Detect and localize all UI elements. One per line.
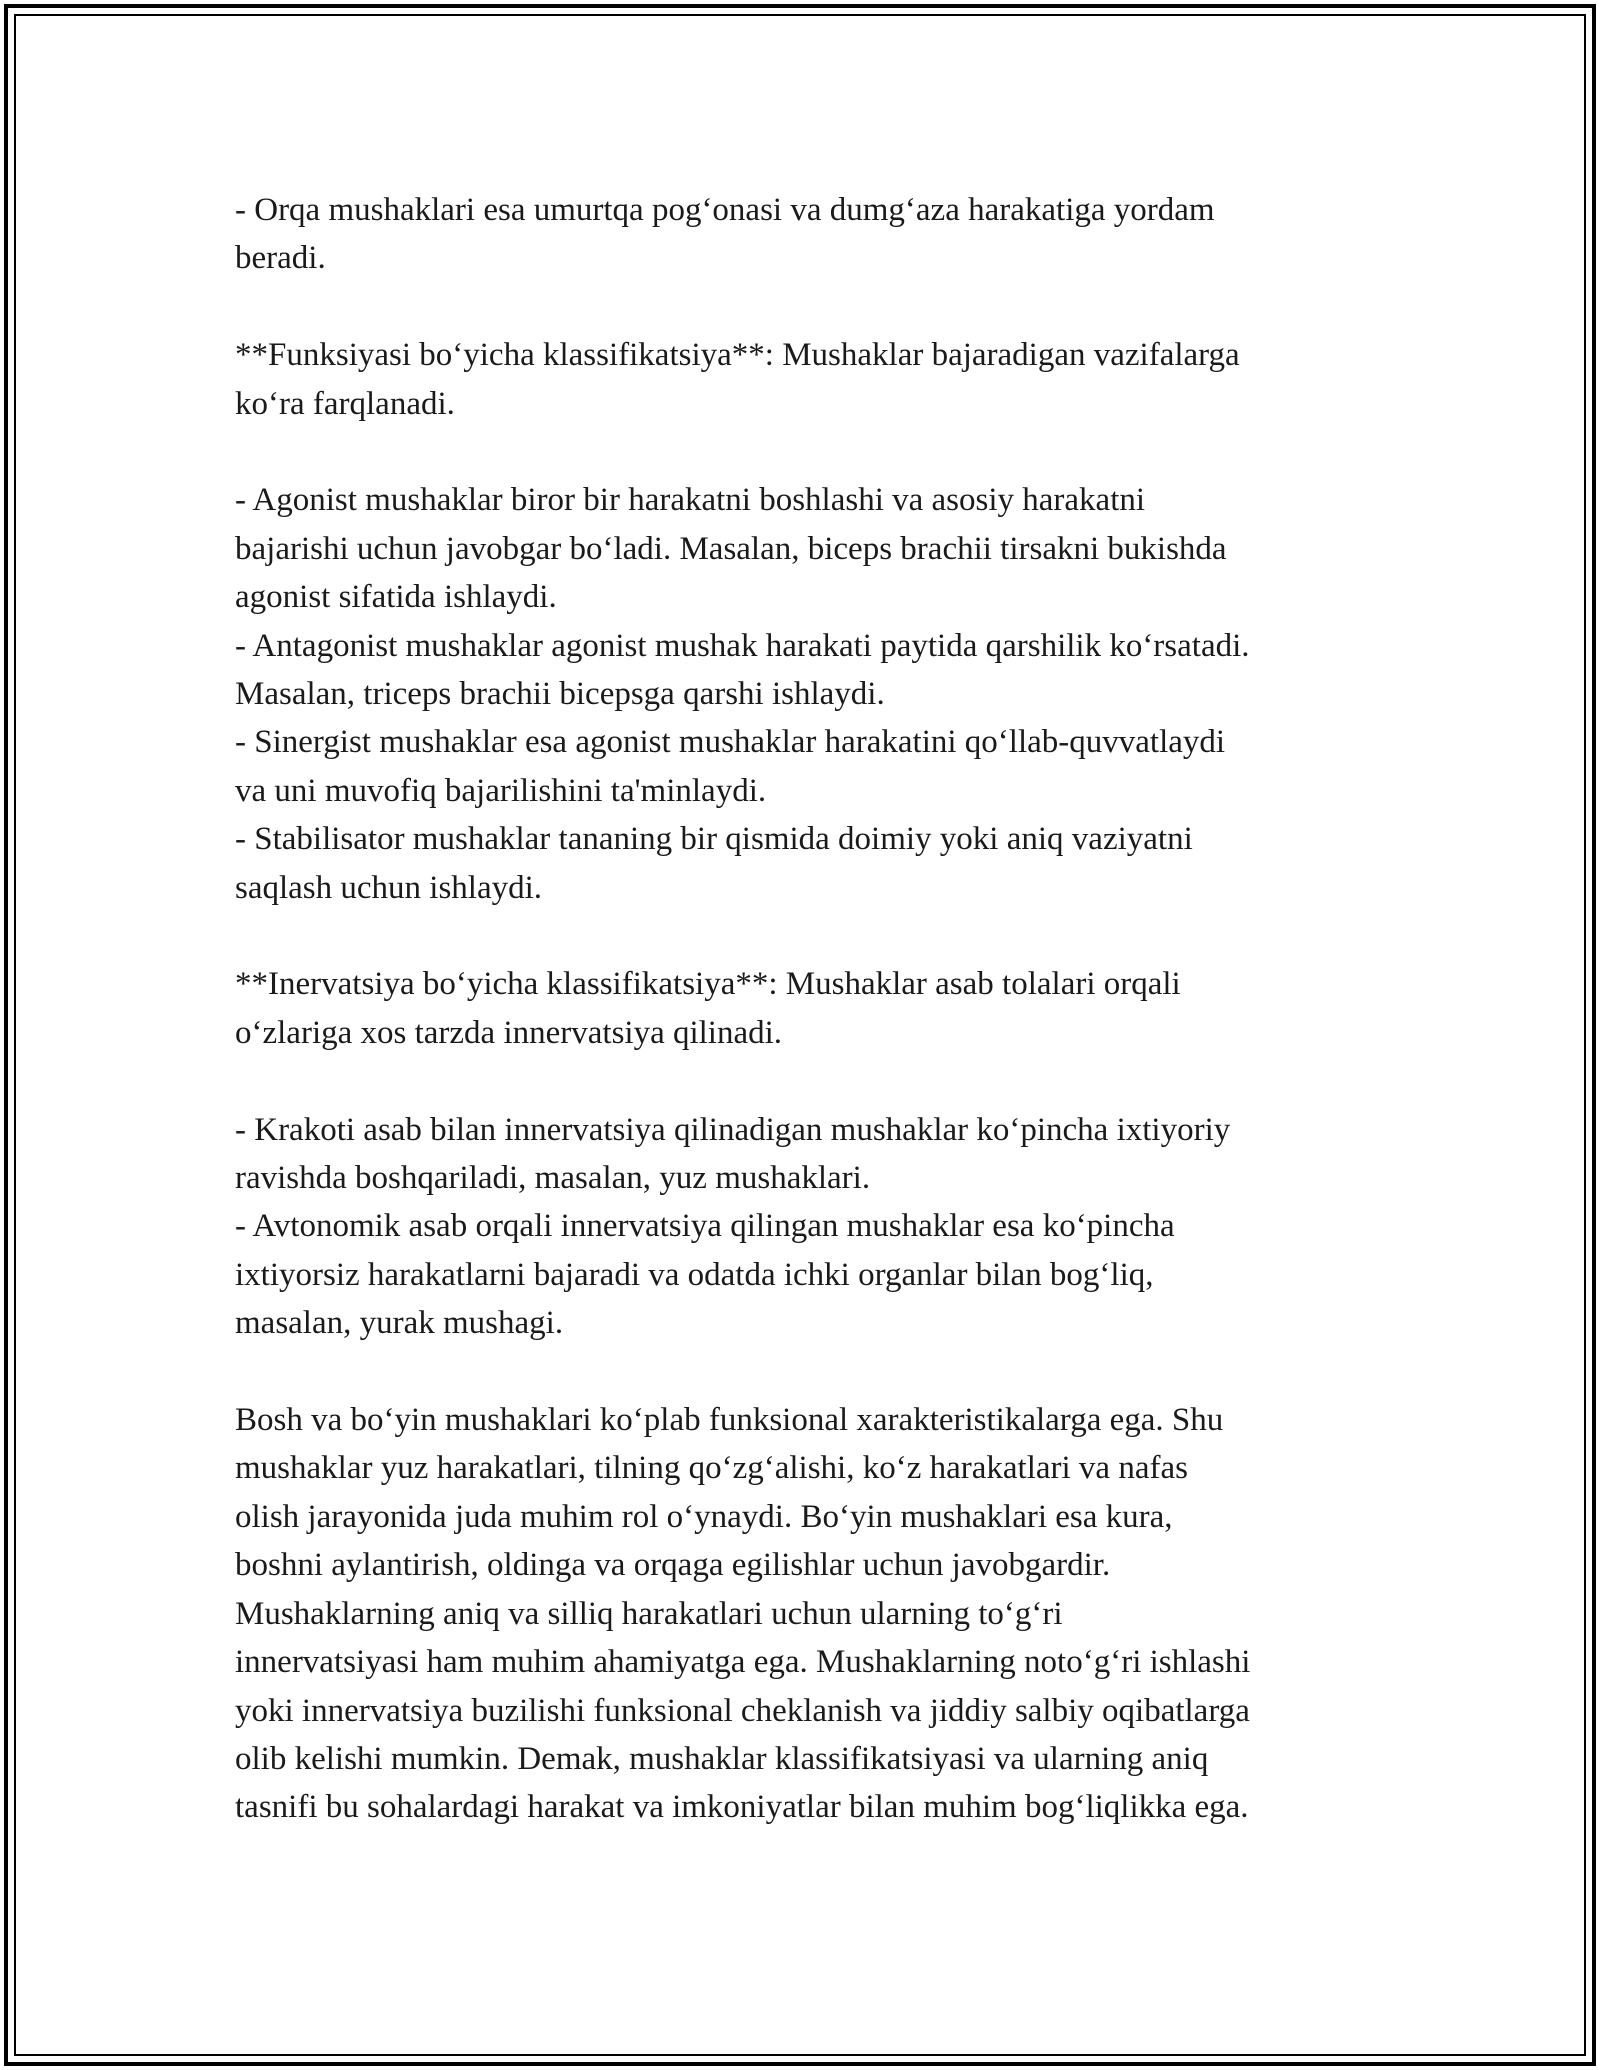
text-line: ravishda boshqariladi, masalan, yuz mushaklari. xyxy=(235,1160,871,1197)
text-line: olib kelishi mumkin. Demak, mushaklar klassifikatsiyasi va ularning aniq xyxy=(235,1740,1209,1777)
text-line: va uni muvofiq bajarilishini ta'minlaydi. xyxy=(235,772,767,809)
text-line: - Avtonomik asab orqali innervatsiya qilingan mushaklar esa ko‘pincha xyxy=(235,1208,1175,1245)
text-line: Masalan, triceps brachii bicepsga qarshi ishlaydi. xyxy=(235,676,885,713)
text-line: bajarishi uchun javobgar bo‘ladi. Masalan, biceps brachii tirsakni bukishda xyxy=(235,530,1227,567)
text-line: mushaklar yuz harakatlari, tilning qo‘zg‘alishi, ko‘z harakatlari va nafas xyxy=(235,1450,1188,1487)
text-line: Bosh va bo‘yin mushaklari ko‘plab funksional xarakteristikalarga ega. Shu xyxy=(235,1402,1224,1439)
text-line: **Inervatsiya bo‘yicha klassifikatsiya**: Mushaklar asab tolalari orqali xyxy=(235,966,1181,1003)
text-line: masalan, yurak mushagi. xyxy=(235,1305,564,1342)
text-line: Mushaklarning aniq va silliq harakatlari uchun ularning to‘g‘ri xyxy=(235,1595,1063,1632)
paragraph xyxy=(235,476,1375,912)
text-line: **Funksiyasi bo‘yicha klassifikatsiya**: Mushaklar bajaradigan vazifalarga xyxy=(235,337,1240,374)
text-line: - Antagonist mushaklar agonist mushak harakati paytida qarshilik ko‘rsatadi. xyxy=(235,627,1250,664)
text-line: agonist sifatida ishlaydi. xyxy=(235,579,557,616)
text-line: ko‘ra farqlanadi. xyxy=(235,385,455,422)
text-line: - Krakoti asab bilan innervatsiya qilinadigan mushaklar ko‘pincha ixtiyoriy xyxy=(235,1111,1231,1148)
text-line: boshni aylantirish, oldinga va orqaga egilishlar uchun javobgardir. xyxy=(235,1547,1111,1584)
text-line: - Orqa mushaklari esa umurtqa pog‘onasi va dumg‘aza harakatiga yordam xyxy=(235,192,1215,228)
text-line: beradi. xyxy=(235,240,326,277)
text-line: - Sinergist mushaklar esa agonist mushaklar harakatini qo‘llab-quvvatlaydi xyxy=(235,724,1226,761)
paragraph xyxy=(235,331,1375,428)
paragraph xyxy=(235,960,1375,1057)
text-line: innervatsiyasi ham muhim ahamiyatga ega. Mushaklarning noto‘g‘ri ishlashi xyxy=(235,1644,1251,1681)
paragraph xyxy=(235,186,1375,283)
text-line: saqlash uchun ishlaydi. xyxy=(235,869,543,906)
document-body xyxy=(235,186,1375,1832)
text-line: ixtiyorsiz harakatlarni bajaradi va odatda ichki organlar bilan bog‘liq, xyxy=(235,1256,1154,1293)
text-line: - Agonist mushaklar biror bir harakatni boshlashi va asosiy harakatni xyxy=(235,482,1146,519)
text-line: olish jarayonida juda muhim rol o‘ynaydi. Bo‘yin mushaklari esa kura, xyxy=(235,1498,1173,1535)
text-line: o‘zlariga xos tarzda innervatsiya qilinadi. xyxy=(235,1014,783,1051)
paragraph xyxy=(235,1106,1375,1348)
paragraph xyxy=(235,1396,1375,1832)
text-line: yoki innervatsiya buzilishi funksional cheklanish va jiddiy salbiy oqibatlarga xyxy=(235,1692,1250,1729)
text-line: - Stabilisator mushaklar tananing bir qismida doimiy yoki aniq vaziyatni xyxy=(235,821,1193,858)
text-line: tasnifi bu sohalardagi harakat va imkoniyatlar bilan muhim bog‘liqlikka ega. xyxy=(235,1789,1249,1826)
